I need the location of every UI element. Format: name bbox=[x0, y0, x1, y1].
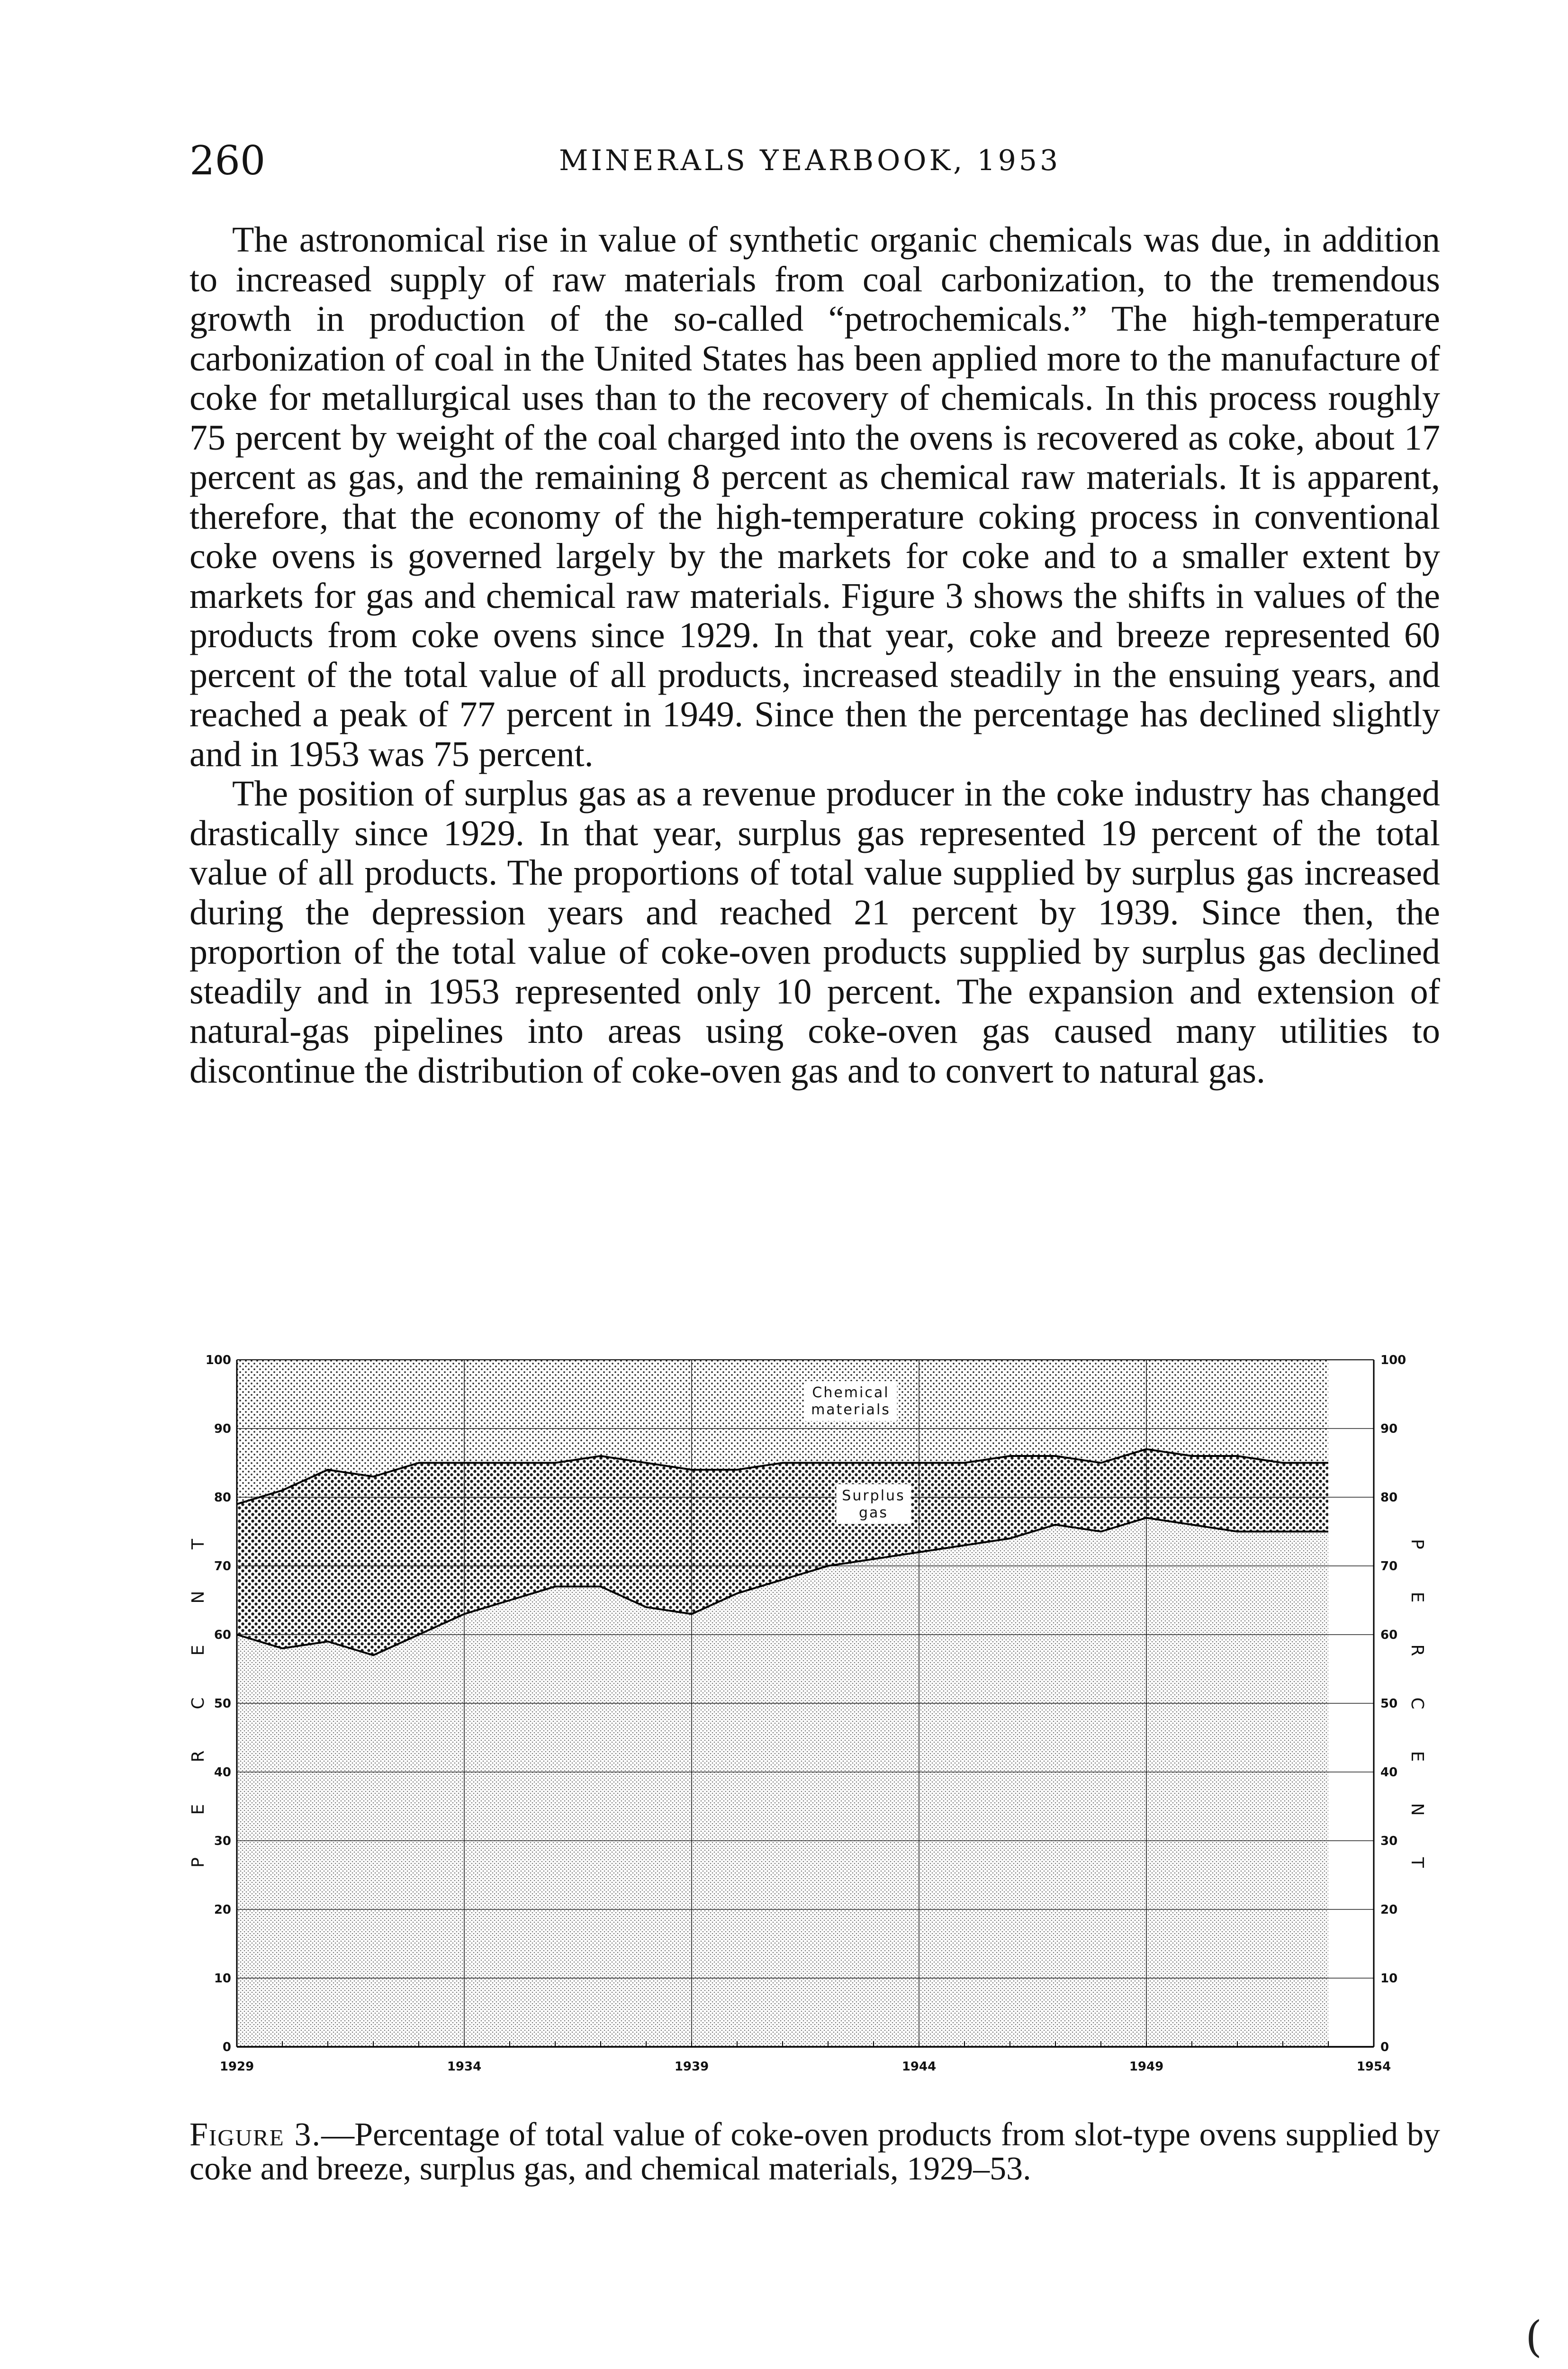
y-tick-label-left: 60 bbox=[214, 1628, 231, 1642]
figure-caption-text: —Percentage of total value of coke-oven products from slot-type ovens supplied by coke and breeze, surplus gas, and chemical materials, 1929–53. bbox=[189, 2116, 1440, 2187]
y-tick-label-left: 30 bbox=[214, 1834, 231, 1848]
y-tick-label-left: 90 bbox=[214, 1422, 231, 1436]
y-tick-label-left: 100 bbox=[205, 1353, 231, 1367]
y-axis-title-letter-right: R bbox=[1407, 1644, 1427, 1656]
y-axis-title-letter-left: E bbox=[189, 1804, 208, 1815]
stacked-area-chart bbox=[185, 1334, 1445, 2101]
y-axis-title-letter-left: T bbox=[189, 1539, 208, 1549]
y-tick-label-left: 10 bbox=[214, 1971, 231, 1986]
y-tick-label-left: 70 bbox=[214, 1559, 231, 1573]
y-axis-title-letter-right: T bbox=[1407, 1857, 1427, 1868]
series-label-surplus-gas: gas bbox=[858, 1504, 889, 1521]
y-tick-label-right: 40 bbox=[1380, 1765, 1398, 1780]
x-tick-label: 1939 bbox=[674, 2060, 709, 2074]
paragraph: The astronomical rise in value of synthetic organic chemicals was due, in addition to increased supply of raw materials from coal carbonization, to the tremendous growth in production of the so-called “petrochemicals.” The high-temperature carbonization of coal in the United States has been applied more to the manufacture of coke for metallurgical uses than to the recovery of chemicals. In this process roughly 75 percent by weight of the coal charged into the ovens is recovered as coke, about 17 percent as gas, and the remaining 8 percent as chemical raw materials. It is apparent, therefore, that the economy of the high-temperature coking process in conventional coke ovens is governed largely by the markets for coke and to a smaller extent by markets for gas and chemical raw materials. Figure 3 shows the shifts in values of the products from coke ovens since 1929. In that year, coke and breeze represented 60 percent of the total value of all products, increased steadily in the ensuing years, and reached a peak of 77 percent in 1949. Since then the percentage has declined slightly and in 1953 was 75 percent. bbox=[189, 220, 1440, 774]
y-tick-label-right: 80 bbox=[1380, 1491, 1398, 1505]
figure-3-chart bbox=[185, 1334, 1445, 2101]
y-tick-label-right: 60 bbox=[1380, 1628, 1398, 1642]
y-tick-label-right: 30 bbox=[1380, 1834, 1398, 1848]
y-axis-title-letter-left: R bbox=[189, 1750, 208, 1763]
x-tick-label: 1934 bbox=[447, 2060, 482, 2074]
y-tick-label-right: 100 bbox=[1380, 1353, 1406, 1367]
y-axis-title-letter-right: C bbox=[1407, 1697, 1427, 1709]
y-axis-title-letter-left: E bbox=[189, 1645, 208, 1656]
y-axis-title-letter-right: P bbox=[1407, 1539, 1427, 1549]
body-text bbox=[189, 220, 1440, 1091]
y-tick-label-right: 70 bbox=[1380, 1559, 1398, 1573]
y-tick-label-right: 0 bbox=[1380, 2040, 1389, 2054]
y-tick-label-left: 0 bbox=[222, 2040, 231, 2054]
x-tick-label: 1954 bbox=[1356, 2060, 1391, 2074]
paragraph: The position of surplus gas as a revenue producer in the coke industry has changed drastically since 1929. In that year, surplus gas represented 19 percent of the total value of all products. The proportions of total value supplied by surplus gas increased during the depression years and reached 21 percent by 1939. Since then, the proportion of the total value of coke-oven products supplied by surplus gas declined steadily and in 1953 represented only 10 percent. The expansion and extension of natural-gas pipelines into areas using coke-oven gas caused many utilities to discontinue the distribution of coke-oven gas and to convert to natural gas. bbox=[189, 774, 1440, 1091]
y-axis-title-letter-left: C bbox=[189, 1697, 208, 1709]
x-tick-label: 1944 bbox=[901, 2060, 937, 2074]
y-tick-label-left: 40 bbox=[214, 1765, 231, 1780]
series-label-chemical-materials: materials bbox=[811, 1402, 891, 1418]
y-tick-label-left: 80 bbox=[214, 1491, 231, 1505]
series-label-chemical-materials: Chemical bbox=[812, 1384, 890, 1401]
figure-caption bbox=[189, 2118, 1440, 2186]
y-tick-label-left: 20 bbox=[214, 1903, 231, 1917]
x-tick-label: 1949 bbox=[1129, 2060, 1164, 2074]
y-tick-label-right: 90 bbox=[1380, 1422, 1398, 1436]
x-tick-label: 1929 bbox=[219, 2060, 254, 2074]
y-axis-title-letter-left: P bbox=[189, 1857, 208, 1868]
y-axis-title-letter-left: N bbox=[189, 1591, 208, 1604]
series-label-surplus-gas: Surplus bbox=[842, 1487, 905, 1504]
y-axis-title-letter-right: E bbox=[1407, 1591, 1427, 1603]
margin-mark: ( bbox=[1525, 2312, 1542, 2362]
y-tick-label-right: 10 bbox=[1380, 1971, 1398, 1986]
y-tick-label-right: 50 bbox=[1380, 1697, 1398, 1711]
page-header bbox=[189, 137, 1445, 190]
y-axis-title-letter-right: N bbox=[1407, 1803, 1427, 1816]
page-number: 260 bbox=[189, 137, 266, 184]
figure-caption-label: Figure 3. bbox=[189, 2116, 322, 2153]
running-title: MINERALS YEARBOOK, 1953 bbox=[559, 144, 1061, 177]
y-tick-label-right: 20 bbox=[1380, 1903, 1398, 1917]
y-tick-label-left: 50 bbox=[214, 1697, 231, 1711]
y-axis-title-letter-right: E bbox=[1407, 1751, 1427, 1762]
